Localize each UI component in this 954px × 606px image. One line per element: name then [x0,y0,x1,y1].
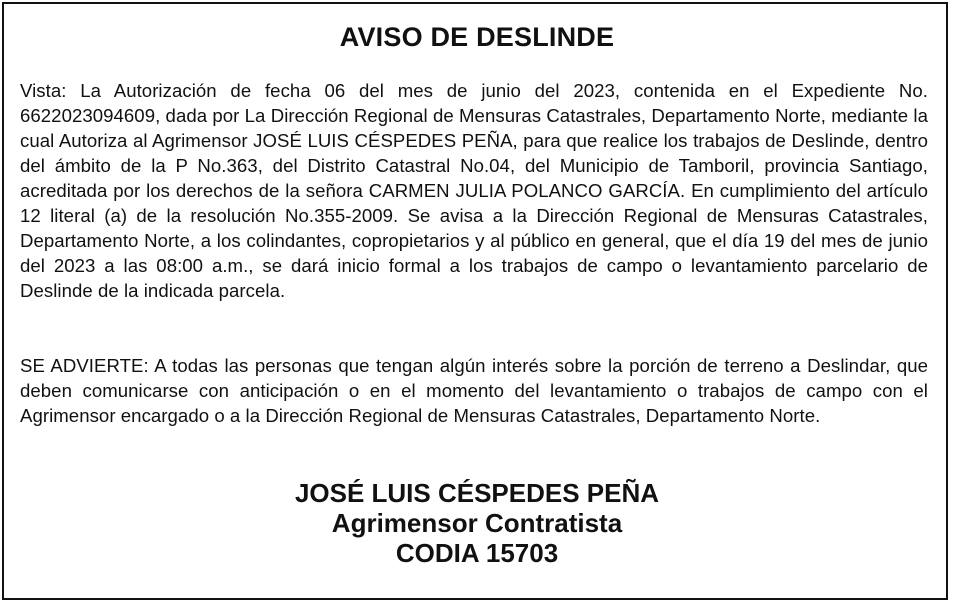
notice-paragraph-authorization: Vista: La Autorización de fecha 06 del mes de junio del 2023, contenida en el Expediente No. 6622023094609, dada por La Dirección Regional de Mensuras Catastrales, Departamento Norte, mediante la cual Autoriza al Agrimensor JOSÉ LUIS CÉSPEDES PEÑA, para que realice los trabajos de Deslinde, dentro del ámbito de la P No.363, del Distrito Catastral No.04, del Municipio de Tamboril, provincia Santiago, acreditada por los derechos de la señora CARMEN JULIA POLANCO GARCÍA. En cumplimiento del artículo 12 literal (a) de la resolución No.355-2009. Se avisa a la Dirección Regional de Mensuras Catastrales, Departamento Norte, a los colindantes, copropietarios y al público en general, que el día 19 del mes de junio del 2023 a las 08:00 a.m., se dará inicio formal a los trabajos de campo o levantamiento parcelario de Deslinde de la indicada parcela. [20,80,928,301]
notice-paragraph-warning: SE ADVIERTE: A todas las personas que tengan algún interés sobre la porción de terreno a Deslindar, que deben comunicarse con anticipación o en el momento del levantamiento o trabajos de campo con el Agrimensor encargado o a la Dirección Regional de Mensuras Catastrales, Departamento Norte. [20,355,928,426]
notice-title: AVISO DE DESLINDE [339,22,615,52]
signature-block [4,478,950,568]
signature-name: JOSÉ LUIS CÉSPEDES PEÑA [294,478,660,508]
signature-role: Agrimensor Contratista [331,508,623,538]
signature-codia: CODIA 15703 [395,538,559,568]
notice-frame [2,2,948,600]
